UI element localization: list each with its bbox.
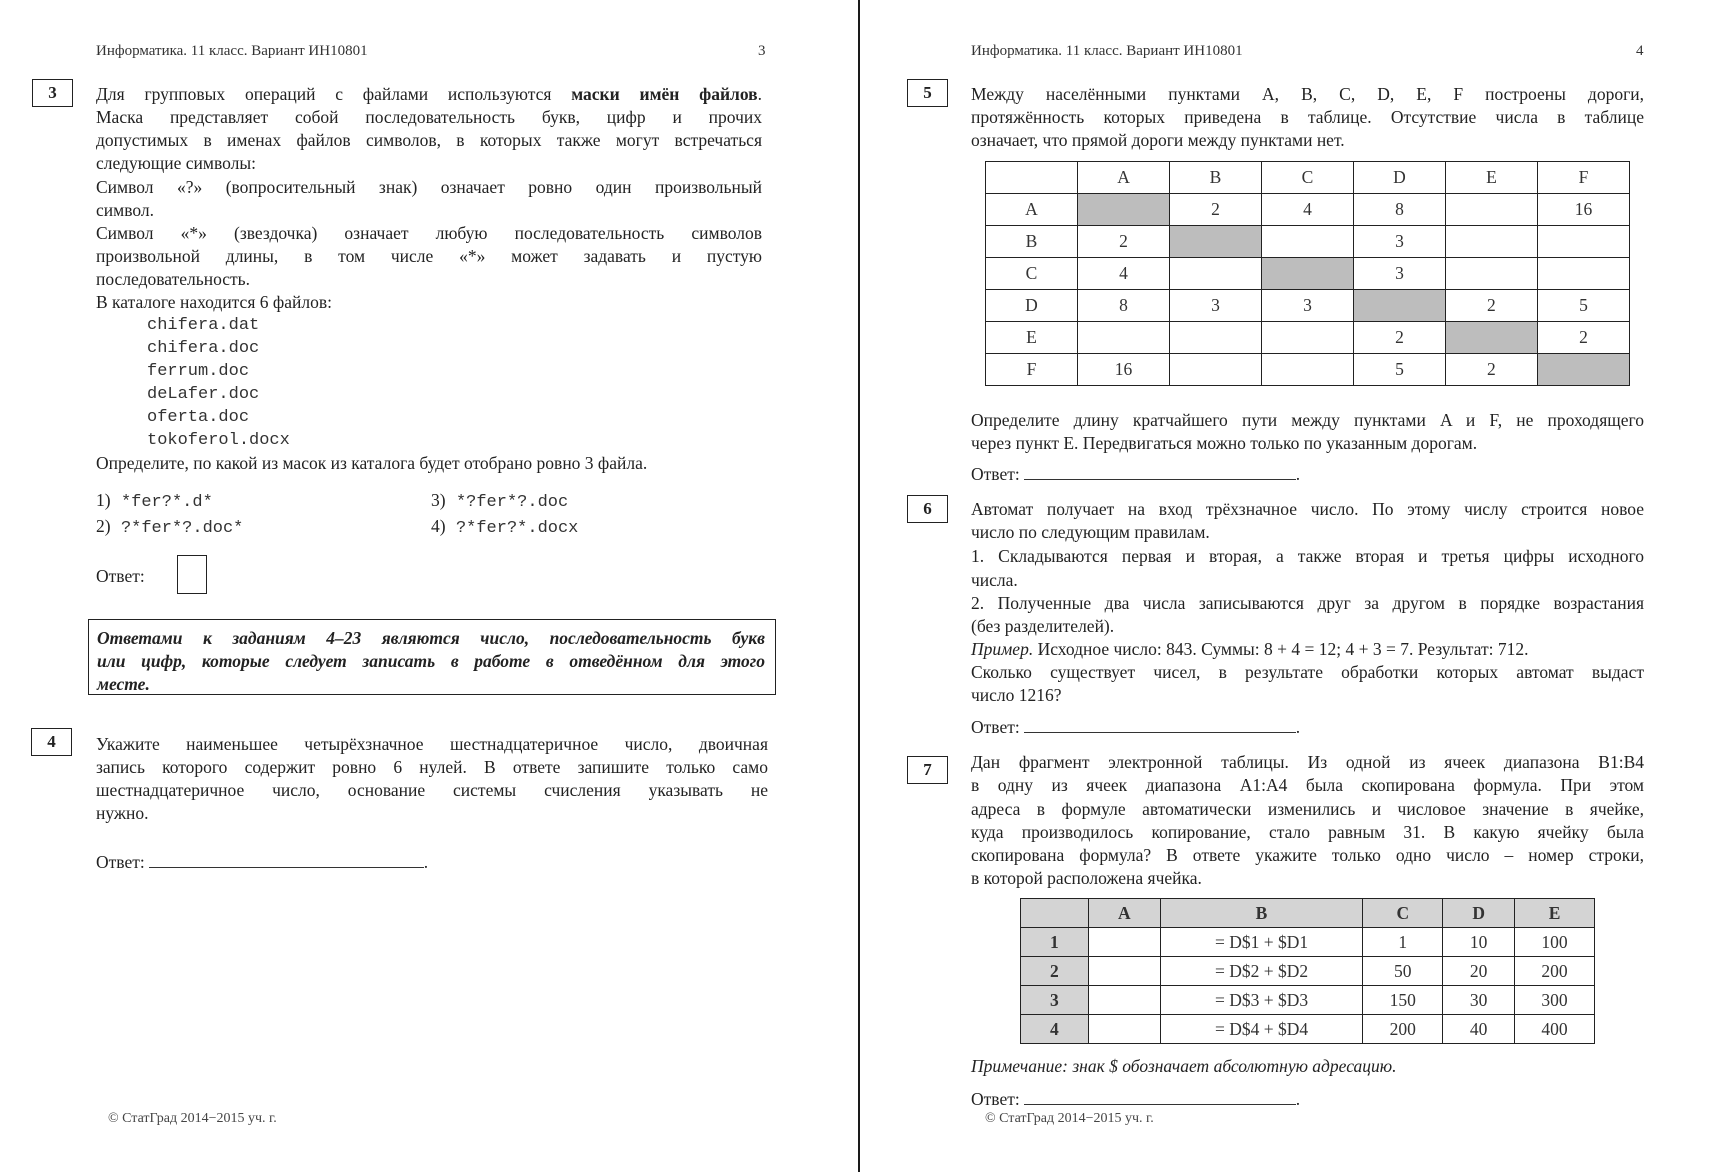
row-header: 3 [1021,986,1089,1015]
table-cell [1262,322,1354,354]
instruction-note-line: месте. [97,674,150,694]
table-header-cell: B [1160,899,1363,928]
q3-text-line: последовательность. [96,269,251,289]
diagonal-cell [1077,194,1169,226]
diagonal-cell [1445,322,1537,354]
answer-row [971,465,1300,484]
q4-text-line: Укажите наименьшее четырёхзначное шестнадцатеричное число, двоичная [96,734,768,754]
table-cell: 200 [1515,957,1595,986]
table-cell: 100 [1515,928,1595,957]
table-header-row [1021,899,1595,928]
table-header-cell: F [1537,162,1629,194]
option-mask: *?fer*?.doc [455,493,569,512]
answer-label: Ответ: [96,852,145,872]
row-header: 2 [1021,957,1089,986]
table-cell [1262,226,1354,258]
table-cell: 50 [1363,957,1443,986]
option-1 [96,492,213,511]
table-cell: 30 [1443,986,1515,1015]
table-header-row [986,162,1630,194]
table-row [1021,1015,1595,1044]
table-row [1021,928,1595,957]
answer-input-box[interactable] [177,555,207,594]
page-header-title: Информатика. 11 класс. Вариант ИН10801 [971,43,1243,59]
q7-text-line: скопирована формула? В ответе укажите только одно число – номер строки, [971,845,1644,865]
table-cell: 8 [1077,290,1169,322]
q6-text-line: 2. Полученные два числа записываются друг за другом в порядке возрастания [971,593,1644,613]
table-cell [1077,322,1169,354]
answer-label: Ответ: [971,717,1020,737]
q6-question-line: Сколько существует чисел, в результате обработки которых автомат выдаст [971,662,1644,682]
footer-copyright: © СтатГрад 2014−2015 уч. г. [985,1111,1154,1126]
table-cell: 2 [1353,322,1445,354]
option-4 [431,518,578,537]
q5-text-line: означает, что прямой дороги между пунктами нет. [971,130,1345,150]
table-cell: 5 [1353,354,1445,386]
table-cell: 150 [1363,986,1443,1015]
q3-text-line: символ. [96,200,154,220]
table-cell: 5 [1537,290,1629,322]
diagonal-cell [1262,258,1354,290]
formula-cell: = D$2 + $D2 [1160,957,1363,986]
answer-period: . [423,852,429,872]
table-cell: 2 [1077,226,1169,258]
q4-text-line: шестнадцатеричное число, основание системы счисления указывать не [96,780,768,800]
page-header-title: Информатика. 11 класс. Вариант ИН10801 [96,43,368,59]
answer-row [96,853,428,872]
table-row [1021,957,1595,986]
table-header-cell: A [1088,899,1160,928]
option-number: 4) [431,516,446,536]
table-header-cell [986,162,1078,194]
q3-question: Определите, по какой из масок из каталога будет отобрано ровно 3 файла. [96,453,648,473]
question-number-box: 3 [32,79,73,107]
row-header: 1 [1021,928,1089,957]
option-2 [96,518,243,537]
q5-question-line: Определите длину кратчайшего пути между пунктами A и F, не проходящего [971,410,1644,430]
table-cell: 2 [1537,322,1629,354]
q7-text-line: в одну из ячеек диапазона A1:A4 была скопирована формула. При этом [971,775,1644,795]
q6-text-line: (без разделителей). [971,616,1115,636]
q3-text-line: Символ «*» (звездочка) означает любую последовательность символов [96,223,762,243]
file-name: chifera.dat [147,316,260,335]
table-cell [1262,354,1354,386]
table-cell [1088,986,1160,1015]
option-number: 1) [96,490,111,510]
table-cell [1088,957,1160,986]
example-label: Пример. [971,639,1034,659]
table-cell: 400 [1515,1015,1595,1044]
table-row [986,258,1630,290]
table-cell: 40 [1443,1015,1515,1044]
table-cell: 8 [1353,194,1445,226]
table-cell: 3 [1262,290,1354,322]
q5-text-line: протяжённость которых приведена в таблице. Отсутствие числа в таблице [971,107,1644,127]
page-number: 4 [1636,43,1644,59]
row-label: F [986,354,1078,386]
option-mask: *fer?*.d* [120,493,213,512]
answer-input-line[interactable] [149,853,424,868]
answer-input-line[interactable] [1024,465,1296,480]
answer-input-line[interactable] [1024,718,1296,733]
table-cell: 2 [1445,290,1537,322]
table-cell: 3 [1353,258,1445,290]
table-cell [1088,928,1160,957]
table-cell: 16 [1537,194,1629,226]
formula-cell: = D$4 + $D4 [1160,1015,1363,1044]
q3-bold-term: маски имён файлов [571,84,758,104]
q7-text-line: в которой расположена ячейка. [971,868,1202,888]
table-header-cell: C [1262,162,1354,194]
table-cell: 4 [1262,194,1354,226]
table-cell [1445,194,1537,226]
question-number-box: 4 [31,728,72,756]
row-header: 4 [1021,1015,1089,1044]
file-name: ferrum.doc [147,362,250,381]
answer-label: Ответ: [971,464,1020,484]
q6-example [971,641,1528,659]
option-number: 2) [96,516,111,536]
option-number: 3) [431,490,446,510]
table-cell [1445,258,1537,290]
file-name: tokoferol.docx [147,431,290,450]
table-header-cell: A [1077,162,1169,194]
answer-period: . [1295,464,1301,484]
file-name: chifera.doc [147,339,260,358]
formula-cell: = D$1 + $D1 [1160,928,1363,957]
table-cell [1537,226,1629,258]
table-header-cell: E [1445,162,1537,194]
table-cell [1537,258,1629,290]
table-cell: 3 [1353,226,1445,258]
spreadsheet-table [1020,898,1595,1044]
table-header-cell [1021,899,1089,928]
table-cell [1170,322,1262,354]
table-header-cell: E [1515,899,1595,928]
instruction-note-box [88,619,776,695]
q3-text-line: Маска представляет собой последовательность букв, цифр и прочих [96,107,762,127]
page-divider [858,0,860,1172]
table-row [986,194,1630,226]
q5-text-line: Между населёнными пунктами A, B, C, D, E, F построены дороги, [971,84,1644,104]
q6-text-line: 1. Складываются первая и вторая, а также вторая и третья цифры исходного [971,546,1644,566]
answer-label: Ответ: [96,566,145,586]
answer-input-line[interactable] [1024,1090,1296,1105]
instruction-note-line: или цифр, которые следует записать в работе в отведённом для этого [97,651,765,671]
diagonal-cell [1170,226,1262,258]
table-row [986,354,1630,386]
table-cell: 2 [1445,354,1537,386]
distance-table [985,161,1630,386]
option-mask: ?*fer?*.docx [455,519,579,538]
q6-text-line: числа. [971,570,1018,590]
answer-row [971,1090,1300,1109]
row-label: C [986,258,1078,290]
diagonal-cell [1353,290,1445,322]
q3-text-line: произвольной длины, в том числе «*» может задавать и пустую [96,246,762,266]
table-header-cell: D [1353,162,1445,194]
answer-row [971,718,1300,737]
table-cell [1170,354,1262,386]
table-cell: 1 [1363,928,1443,957]
table-cell: 20 [1443,957,1515,986]
q3-text: . [757,84,762,104]
q3-text: Для групповых операций с файлами используются [96,84,572,104]
q3-text-line: Символ «?» (вопросительный знак) означает ровно один произвольный [96,177,762,197]
q7-text-line: адреса в формуле автоматически изменились и числовое значение в ячейке, [971,799,1644,819]
q3-text-line: В каталоге находится 6 файлов: [96,292,332,312]
q3-text-line: следующие символы: [96,153,256,173]
row-label: A [986,194,1078,226]
question-number-box: 7 [907,756,948,784]
table-cell: 4 [1077,258,1169,290]
q6-question-line: число 1216? [971,685,1062,705]
q3-text-line: допустимых в именах файлов символов, в которых также могут встречаться [96,130,762,150]
q4-text-line: нужно. [96,803,149,823]
file-name: oferta.doc [147,408,250,427]
table-cell [1088,1015,1160,1044]
row-label: B [986,226,1078,258]
q7-text-line: куда производилось копирование, стало равным 31. В какую ячейку была [971,822,1644,842]
table-header-cell: B [1170,162,1262,194]
table-cell: 300 [1515,986,1595,1015]
q7-text-line: Дан фрагмент электронной таблицы. Из одной из ячеек диапазона B1:B4 [971,752,1644,772]
table-header-cell: D [1443,899,1515,928]
table-header-cell: C [1363,899,1443,928]
row-label: E [986,322,1078,354]
page-number: 3 [758,43,766,59]
table-row [1021,986,1595,1015]
q3-text-line [96,86,762,104]
q6-text-line: Автомат получает на вход трёхзначное число. По этому числу строится новое [971,499,1644,519]
answer-label: Ответ: [971,1089,1020,1109]
table-cell [1170,258,1262,290]
question-number-box: 5 [907,79,948,107]
file-name: deLafer.doc [147,385,260,404]
table-cell [1445,226,1537,258]
q5-question-line: через пункт E. Передвигаться можно только по указанным дорогам. [971,433,1478,453]
table-cell: 2 [1170,194,1262,226]
table-row [986,226,1630,258]
footer-copyright: © СтатГрад 2014−2015 уч. г. [108,1111,277,1126]
example-text: Исходное число: 843. Суммы: 8 + 4 = 12; 4 + 3 = 7. Результат: 712. [1033,639,1529,659]
option-mask: ?*fer*?.doc* [120,519,244,538]
q4-text-line: запись которого содержит ровно 6 нулей. В ответе запишите только само [96,757,768,777]
row-label: D [986,290,1078,322]
instruction-note-line: Ответами к заданиям 4–23 являются число, последовательность букв [97,628,765,648]
table-cell: 16 [1077,354,1169,386]
table-cell: 200 [1363,1015,1443,1044]
diagonal-cell [1537,354,1629,386]
q6-text-line: число по следующим правилам. [971,522,1210,542]
option-3 [431,492,568,511]
table-row [986,322,1630,354]
table-cell: 3 [1170,290,1262,322]
answer-period: . [1295,1089,1301,1109]
table-cell: 10 [1443,928,1515,957]
question-number-box: 6 [907,495,948,523]
table-row [986,290,1630,322]
formula-cell: = D$3 + $D3 [1160,986,1363,1015]
answer-period: . [1295,717,1301,737]
q7-note: Примечание: знак $ обозначает абсолютную адресацию. [971,1056,1397,1076]
